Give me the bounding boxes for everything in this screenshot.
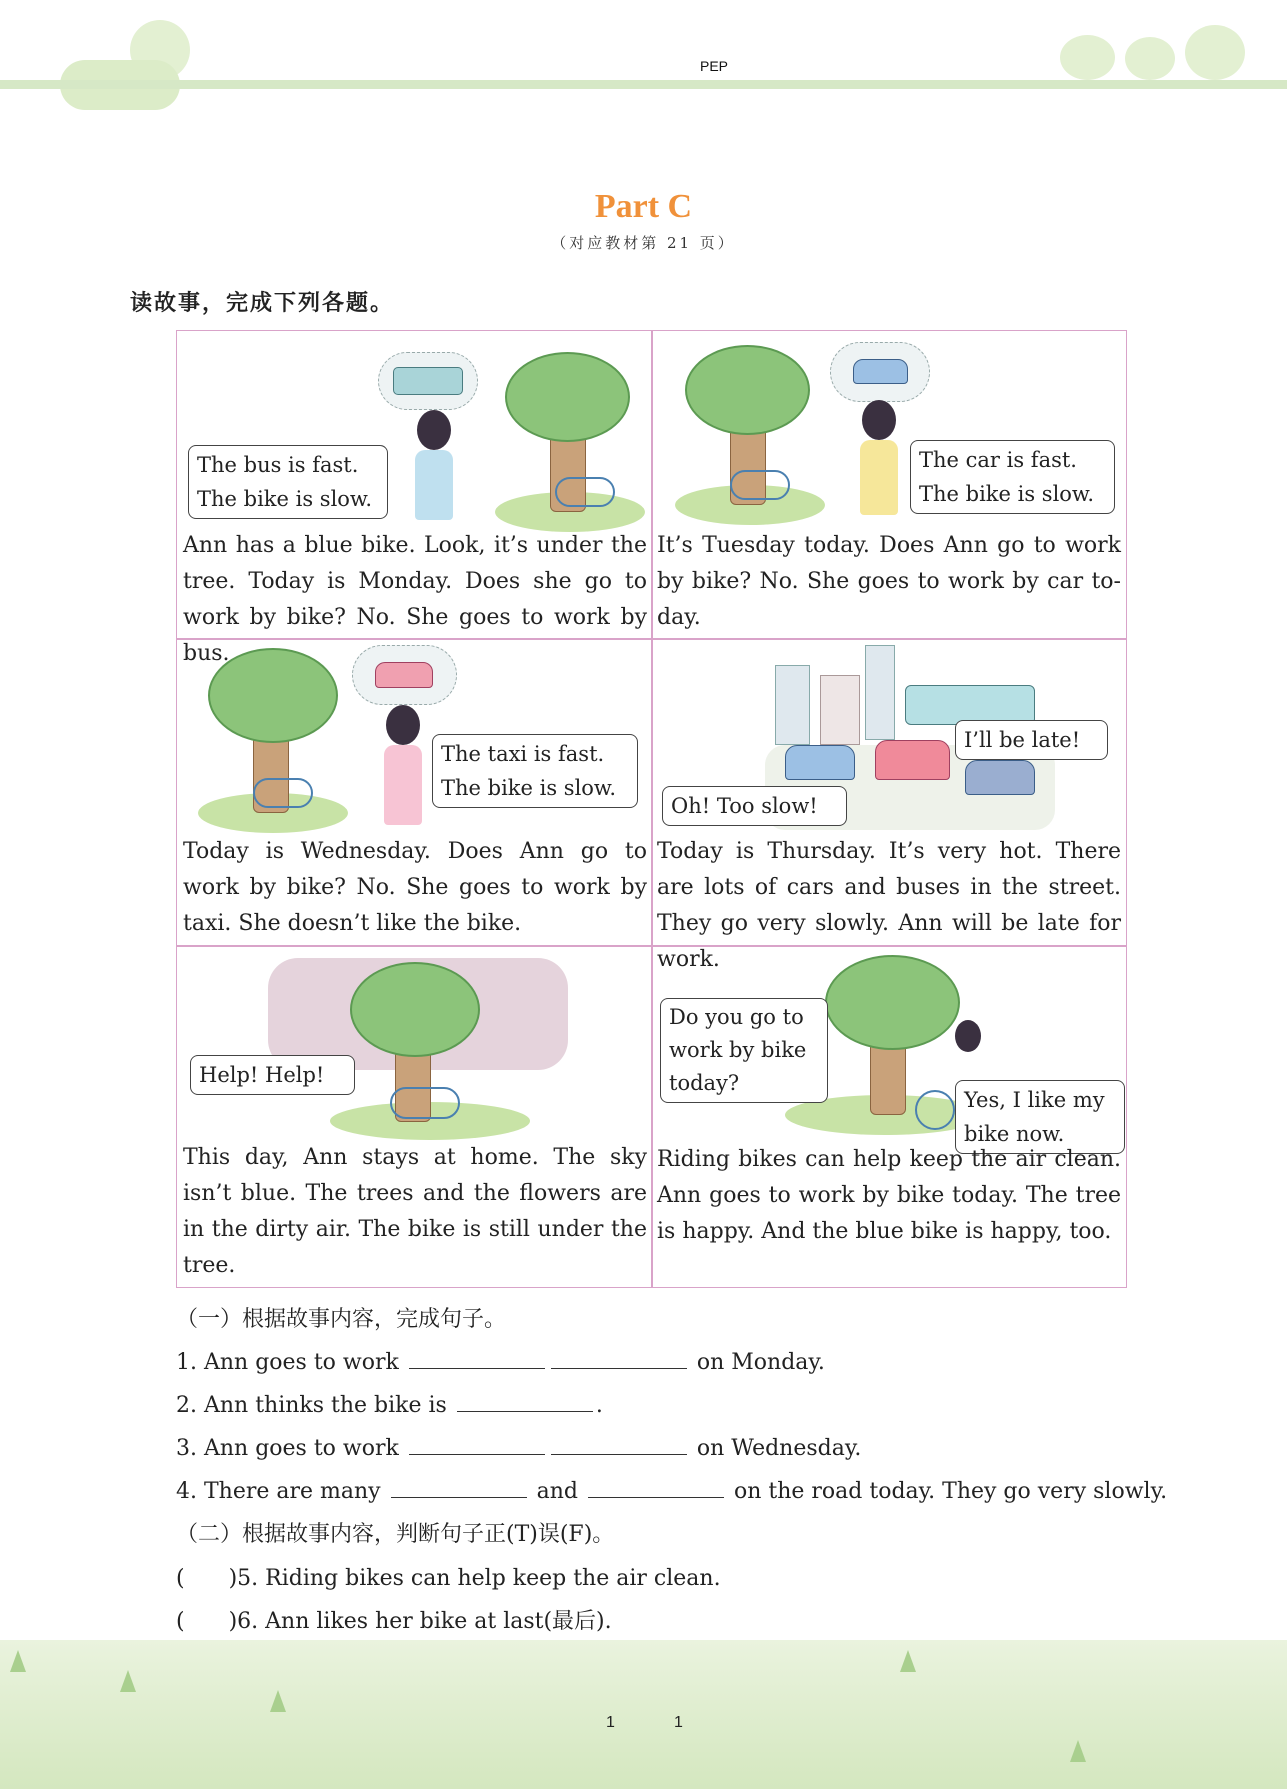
bubble-line: bike now. [964, 1122, 1065, 1146]
thought-cloud-car [830, 342, 930, 402]
bike-icon [253, 778, 313, 808]
answer-blank[interactable] [409, 1435, 545, 1455]
speech-bubble [910, 440, 1115, 514]
answer-blank[interactable] [457, 1392, 593, 1412]
bike-icon [555, 477, 615, 507]
section2-heading: （二）根据故事内容，判断句子正(T)误(F)。 [176, 1522, 615, 1547]
bubble-line: Do you go to [669, 1005, 804, 1029]
question-text: 4. There are many [176, 1479, 381, 1504]
speech-bubble [432, 734, 638, 808]
question-text: on Monday. [696, 1350, 825, 1375]
answer-blank[interactable] [551, 1349, 687, 1369]
bubble-line: Yes, I like my [964, 1088, 1105, 1112]
instruction: 读故事，完成下列各题。 [130, 291, 395, 316]
story-text: It’s Tuesday today. Does Ann go to work by bike? No. She goes to work by car to-day. [657, 533, 1121, 630]
bubble-line: work by bike [669, 1038, 807, 1062]
question-text: 3. Ann goes to work [176, 1436, 399, 1461]
tree [495, 352, 645, 532]
bike-icon [390, 1087, 460, 1119]
bubble-line: Help! Help! [199, 1063, 325, 1087]
bubble-line: The bus is fast. [197, 453, 359, 477]
page-number: 1 [674, 1714, 683, 1731]
speech-bubble [190, 1055, 355, 1095]
page-number: 1 [606, 1714, 615, 1731]
bubble-line: Oh! Too slow! [671, 794, 818, 818]
tree [198, 648, 348, 833]
bubble-line: The bike is slow. [197, 487, 373, 511]
grid-divider [651, 330, 653, 1288]
taxi-icon [875, 740, 950, 780]
bubble-line: I’ll be late! [964, 728, 1081, 752]
story-text: Today is Thursday. It’s very hot. There are lots of cars and buses in the street. They go very slowly. Ann will be late for work. [657, 839, 1121, 972]
girl-ann [405, 410, 465, 530]
question-6 [176, 1607, 612, 1637]
tree-icon [270, 1690, 286, 1712]
bike-icon [915, 1090, 955, 1130]
speech-bubble [660, 998, 828, 1103]
series-label: PEP [700, 58, 729, 74]
question-text: on the road today. They go very slowly. [733, 1479, 1168, 1504]
header-animals-decoration [1060, 25, 1250, 80]
question-text: . [595, 1393, 603, 1418]
answer-blank[interactable] [551, 1435, 687, 1455]
answer-blank[interactable] [588, 1478, 724, 1498]
question-1 [176, 1348, 825, 1378]
question-text: 5. Riding bikes can help keep the air clean. [237, 1566, 721, 1591]
car-icon [965, 760, 1035, 795]
question-3 [176, 1434, 861, 1464]
question-text: on Wednesday. [696, 1436, 862, 1461]
bus-icon [393, 367, 463, 395]
page-title: Part C [594, 188, 693, 225]
bubble-line: The bike is slow. [919, 482, 1095, 506]
bubble-line: The taxi is fast. [441, 742, 605, 766]
story-text: Ann has a blue bike. Look, it’s under the tree. Today is Monday. Does she go to work by bike? No. She goes to work by bus. [183, 533, 647, 666]
question-text: 6. Ann likes her bike at last(最后). [237, 1609, 612, 1634]
answer-blank[interactable] [409, 1349, 545, 1369]
car-icon [785, 745, 855, 780]
answer-paren[interactable]: ( ) [176, 1609, 238, 1634]
question-4 [176, 1477, 1167, 1507]
story-text: Today is Wednesday. Does Ann go to work by bike? No. She goes to work by taxi. She doesn’t like the bike. [183, 839, 647, 936]
question-text: 1. Ann goes to work [176, 1350, 399, 1375]
story-text: Riding bikes can help keep the air clean. Ann goes to work by bike today. The tree is happy. And the blue bike is happy, too. [657, 1147, 1121, 1244]
tree-icon [120, 1670, 136, 1692]
tree-icon [900, 1650, 916, 1672]
bubble-line: The bike is slow. [441, 776, 617, 800]
bubble-line: today? [669, 1071, 740, 1095]
girl-ann [850, 400, 910, 525]
tree [675, 345, 825, 525]
building-icon [865, 645, 895, 740]
tree [340, 962, 490, 1140]
girl-ann [375, 705, 433, 835]
building-icon [775, 665, 810, 745]
bubble-line: The car is fast. [919, 448, 1077, 472]
speech-bubble [955, 720, 1108, 760]
header-divider [0, 80, 1287, 89]
bus-icon [905, 685, 1035, 725]
speech-bubble [662, 786, 847, 826]
story-text: This day, Ann stays at home. The sky isn’t blue. The trees and the flowers are in the dirty air. The bike is still under the tree. [183, 1145, 647, 1278]
page-subtitle: （对应教材第 21 页） [551, 234, 736, 252]
answer-blank[interactable] [391, 1478, 527, 1498]
tree-icon [1070, 1740, 1086, 1762]
question-text: and [536, 1479, 578, 1504]
taxi-icon [375, 662, 433, 688]
question-2 [176, 1391, 603, 1421]
building-icon [820, 675, 860, 745]
speech-bubble [188, 445, 388, 519]
footer-hills [0, 1640, 1287, 1789]
header-sun-cloud-decoration [40, 20, 190, 110]
question-5 [176, 1564, 721, 1594]
section1-heading: （一）根据故事内容，完成句子。 [176, 1307, 507, 1332]
question-text: 2. Ann thinks the bike is [176, 1393, 447, 1418]
tree-icon [10, 1650, 26, 1672]
answer-paren[interactable]: ( ) [176, 1566, 238, 1591]
car-icon [853, 359, 908, 384]
thought-cloud-taxi [352, 645, 457, 705]
thought-cloud-bus [378, 352, 478, 410]
bike-icon [730, 470, 790, 500]
